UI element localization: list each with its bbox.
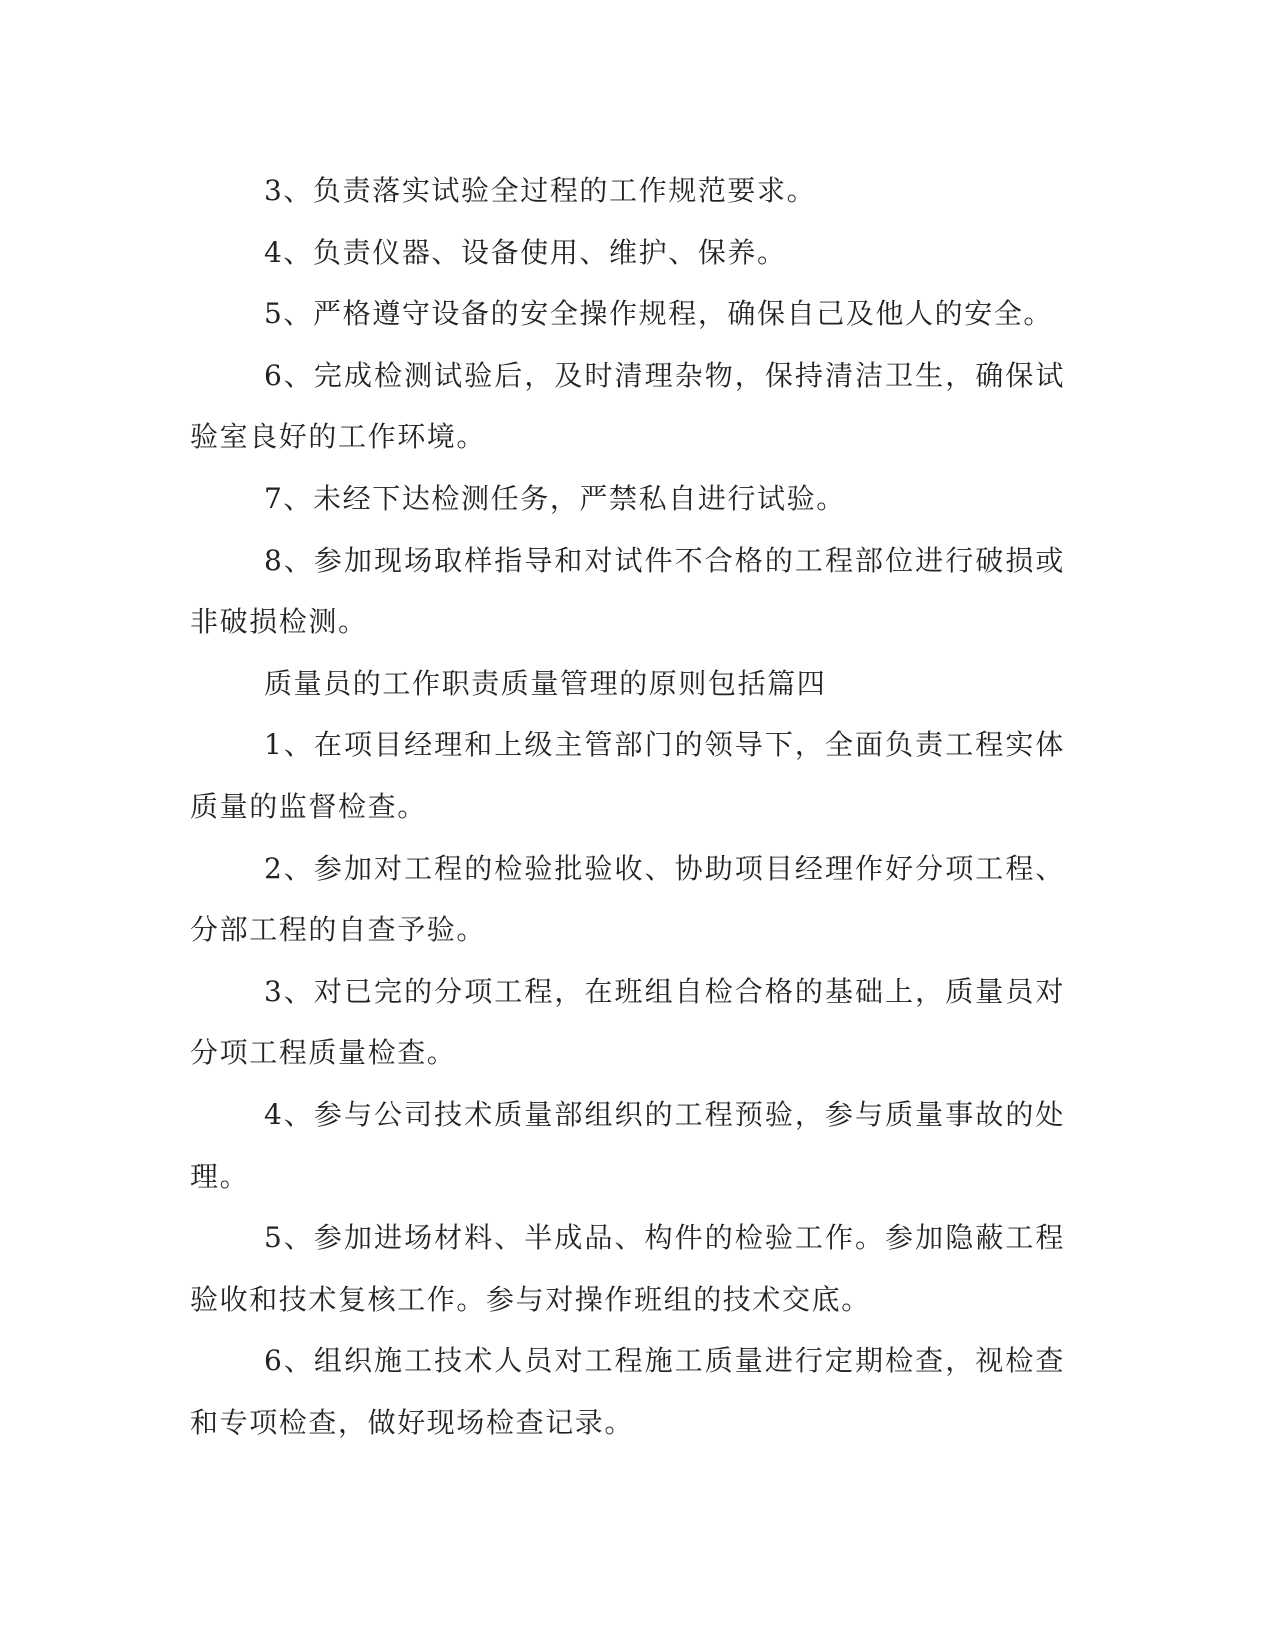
list-item: 2、参加对工程的检验批验收、协助项目经理作好分项工程、分部工程的自查予验。 (190, 851, 1065, 947)
list-item: 1、在项目经理和上级主管部门的领导下，全面负责工程实体质量的监督检查。 (190, 728, 1065, 823)
list-item: 8、参加现场取样指导和对试件不合格的工程部位进行破损或非破损检测。 (190, 543, 1065, 639)
document-body (190, 160, 1065, 1453)
list-item: 6、组织施工技术人员对工程施工质量进行定期检查，视检查和专项检查，做好现场检查记录。 (190, 1344, 1065, 1439)
list-item: 3、对已完的分项工程，在班组自检合格的基础上，质量员对分项工程质量检查。 (190, 974, 1065, 1070)
list-item: 4、参与公司技术质量部组织的工程预验，参与质量事故的处理。 (190, 1097, 1065, 1193)
list-item: 5、参加进场材料、半成品、构件的检验工作。参加隐蔽工程验收和技术复核工作。参与对操作班组的技术交底。 (190, 1221, 1065, 1316)
section-heading: 质量员的工作职责质量管理的原则包括篇四 (264, 666, 827, 700)
list-item: 3、负责落实试验全过程的工作规范要求。 (264, 174, 817, 207)
list-item: 5、严格遵守设备的安全操作规程，确保自己及他人的安全。 (264, 297, 1054, 331)
list-item: 7、未经下达检测任务，严禁私自进行试验。 (264, 481, 846, 515)
list-item: 6、完成检测试验后，及时清理杂物，保持清洁卫生，确保试验室良好的工作环境。 (190, 358, 1065, 454)
list-item: 4、负责仪器、设备使用、维护、保养。 (264, 235, 787, 269)
